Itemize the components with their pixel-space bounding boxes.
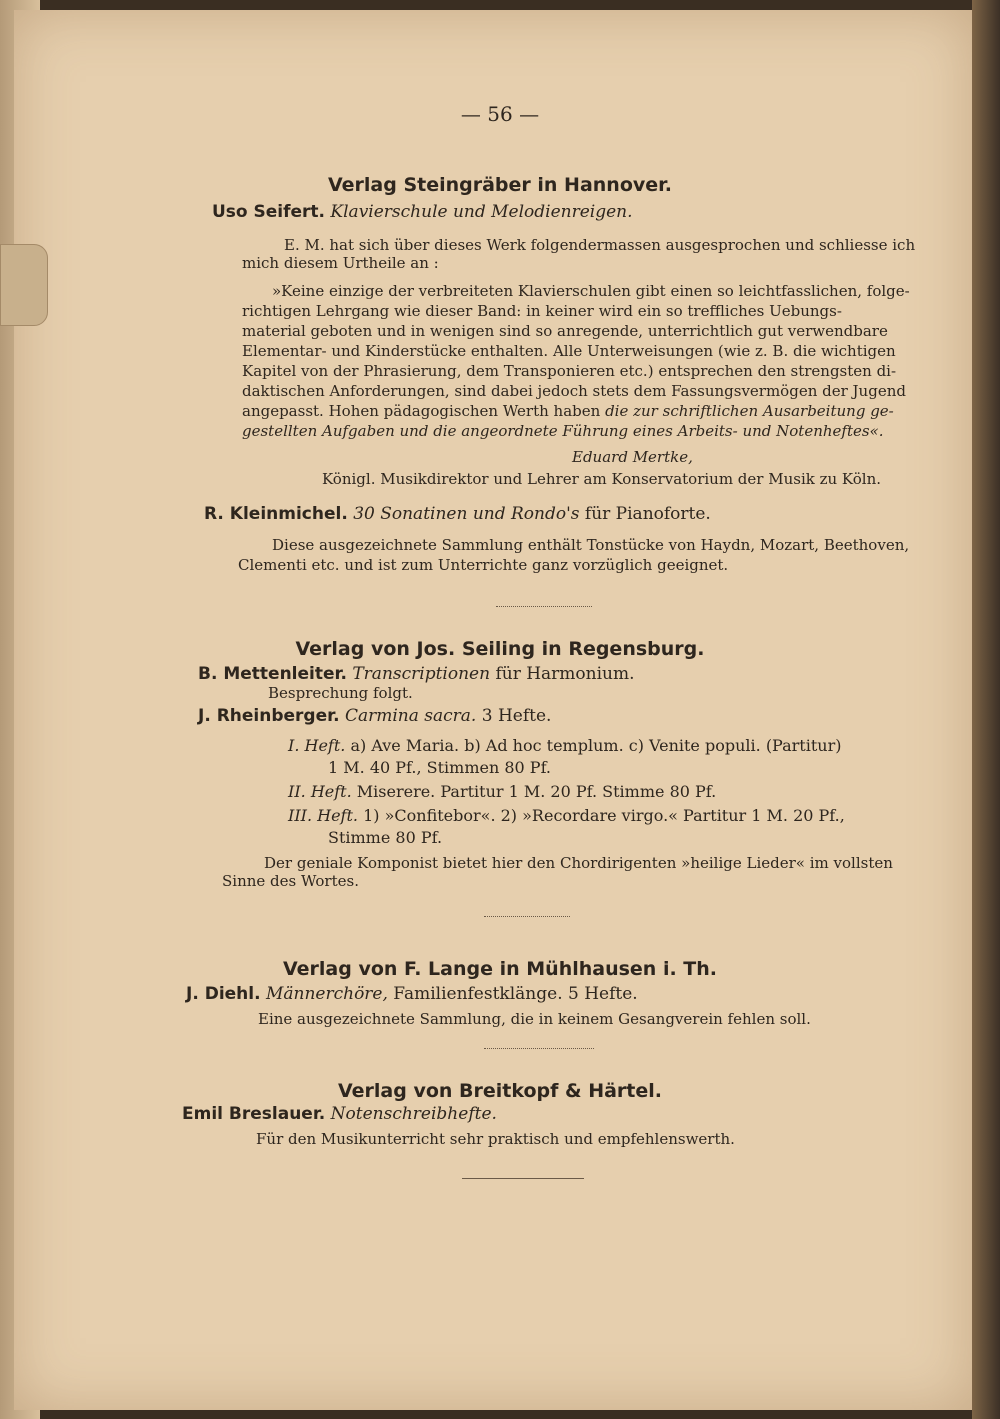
part-line-cont: 1 M. 40 Pf., Stimmen 80 Pf.	[328, 758, 551, 777]
work-title: Notenschreibhefte.	[330, 1104, 497, 1124]
work-title: Männerchöre,	[265, 984, 388, 1004]
work-title: Carmina sacra.	[344, 706, 477, 726]
review-line: material geboten und in wenigen sind so anregende, unterrichtlich gut verwendbare	[242, 322, 888, 340]
publisher-heading: Verlag von Jos. Seiling in Regensburg.	[295, 638, 705, 660]
part-text: 1) »Confitebor«. 2) »Recordare virgo.« Partitur 1 M. 20 Pf.,	[363, 806, 845, 825]
work-title-suffix: Familienfestklänge. 5 Hefte.	[393, 984, 638, 1004]
review-italic: die zur schriftlichen Ausarbeitung ge-	[605, 402, 894, 420]
author-name: Emil Breslauer.	[182, 1104, 326, 1124]
author-name: B. Mettenleiter.	[198, 664, 347, 684]
review-line: Elementar- und Kinderstücke enthalten. Alle Unterweisungen (wie z. B. die wichtigen	[242, 342, 896, 360]
part-line-cont: Stimme 80 Pf.	[328, 828, 443, 847]
publisher-heading: Verlag von F. Lange in Mühlhausen i. Th.	[282, 958, 717, 980]
author-name: J. Rheinberger.	[198, 706, 340, 726]
review-line: Der geniale Komponist bietet hier den Chordirigenten »heilige Lieder« im vollsten	[264, 854, 893, 872]
section-divider	[496, 606, 592, 607]
entry-title-line	[204, 504, 711, 524]
review-line: Diese ausgezeichnete Sammlung enthält Tonstücke von Haydn, Mozart, Beethoven,	[272, 536, 910, 554]
review-line: Clementi etc. und ist zum Unterrichte ganz vorzüglich geeignet.	[238, 556, 729, 574]
publisher-heading: Verlag Steingräber in Hannover.	[327, 174, 673, 196]
author-name: R. Kleinmichel.	[204, 504, 348, 524]
part-label: III. Heft.	[288, 806, 358, 825]
section-divider	[484, 916, 570, 917]
part-text: Miserere. Partitur 1 M. 20 Pf. Stimme 80 Pf.	[356, 782, 717, 801]
work-title: Klavierschule und Melodienreigen.	[330, 202, 633, 222]
work-title: Transcriptionen	[352, 664, 491, 684]
review-line: E. M. hat sich über dieses Werk folgendermassen ausgesprochen und schliesse ich	[284, 236, 916, 254]
work-title: 30 Sonatinen und Rondo's	[353, 504, 580, 524]
entry-title-line	[182, 1104, 497, 1124]
review-line: gestellten Aufgaben und die angeordnete Führung eines Arbeits- und Notenheftes«.	[242, 422, 884, 440]
review-line: richtigen Lehrgang wie dieser Band: in keiner wird ein so treffliches Uebungs-	[242, 302, 842, 320]
entry-title-line	[198, 706, 551, 726]
work-title-suffix: 3 Hefte.	[481, 706, 552, 726]
signature-role: Königl. Musikdirektor und Lehrer am Konservatorium der Musik zu Köln.	[322, 470, 881, 488]
author-name: Uso Seifert.	[212, 202, 326, 222]
review-line: daktischen Anforderungen, sind dabei jedoch stets dem Fassungsvermögen der Jugend	[242, 382, 906, 400]
review-line: mich diesem Urtheile an :	[242, 254, 439, 272]
entry-title-line	[198, 664, 635, 684]
author-name: J. Diehl.	[186, 984, 261, 1004]
review-line: »Keine einzige der verbreiteten Klavierschulen gibt einen so leichtfasslichen, folge-	[272, 282, 910, 300]
part-label: I. Heft.	[288, 736, 346, 755]
review-line	[242, 402, 894, 420]
part-text: a) Ave Maria. b) Ad hoc templum. c) Venite populi. (Partitur)	[350, 736, 842, 755]
review-line: Eine ausgezeichnete Sammlung, die in keinem Gesangverein fehlen soll.	[258, 1010, 811, 1028]
publisher-heading: Verlag von Breitkopf & Härtel.	[337, 1080, 663, 1102]
entry-title-line	[186, 984, 638, 1004]
work-title-suffix: für Harmonium.	[495, 664, 635, 684]
review-line: Kapitel von der Phrasierung, dem Transponieren etc.) entsprechen den strengsten di-	[242, 362, 897, 380]
section-divider	[462, 1178, 584, 1179]
part-label: II. Heft.	[288, 782, 352, 801]
entry-note: Besprechung folgt.	[268, 684, 413, 702]
page-number: — 56 —	[460, 102, 540, 126]
review-line: Sinne des Wortes.	[222, 872, 359, 890]
section-divider	[484, 1048, 594, 1049]
review-signature: Eduard Mertke,	[572, 448, 693, 466]
entry-title-line	[212, 202, 633, 222]
part-line	[288, 806, 845, 825]
part-line	[288, 782, 716, 801]
review-text: angepasst. Hohen pädagogischen Werth haben	[242, 402, 601, 420]
review-line: Für den Musikunterricht sehr praktisch und empfehlenswerth.	[256, 1130, 735, 1148]
part-line	[288, 736, 841, 755]
work-title-suffix: für Pianoforte.	[584, 504, 711, 524]
